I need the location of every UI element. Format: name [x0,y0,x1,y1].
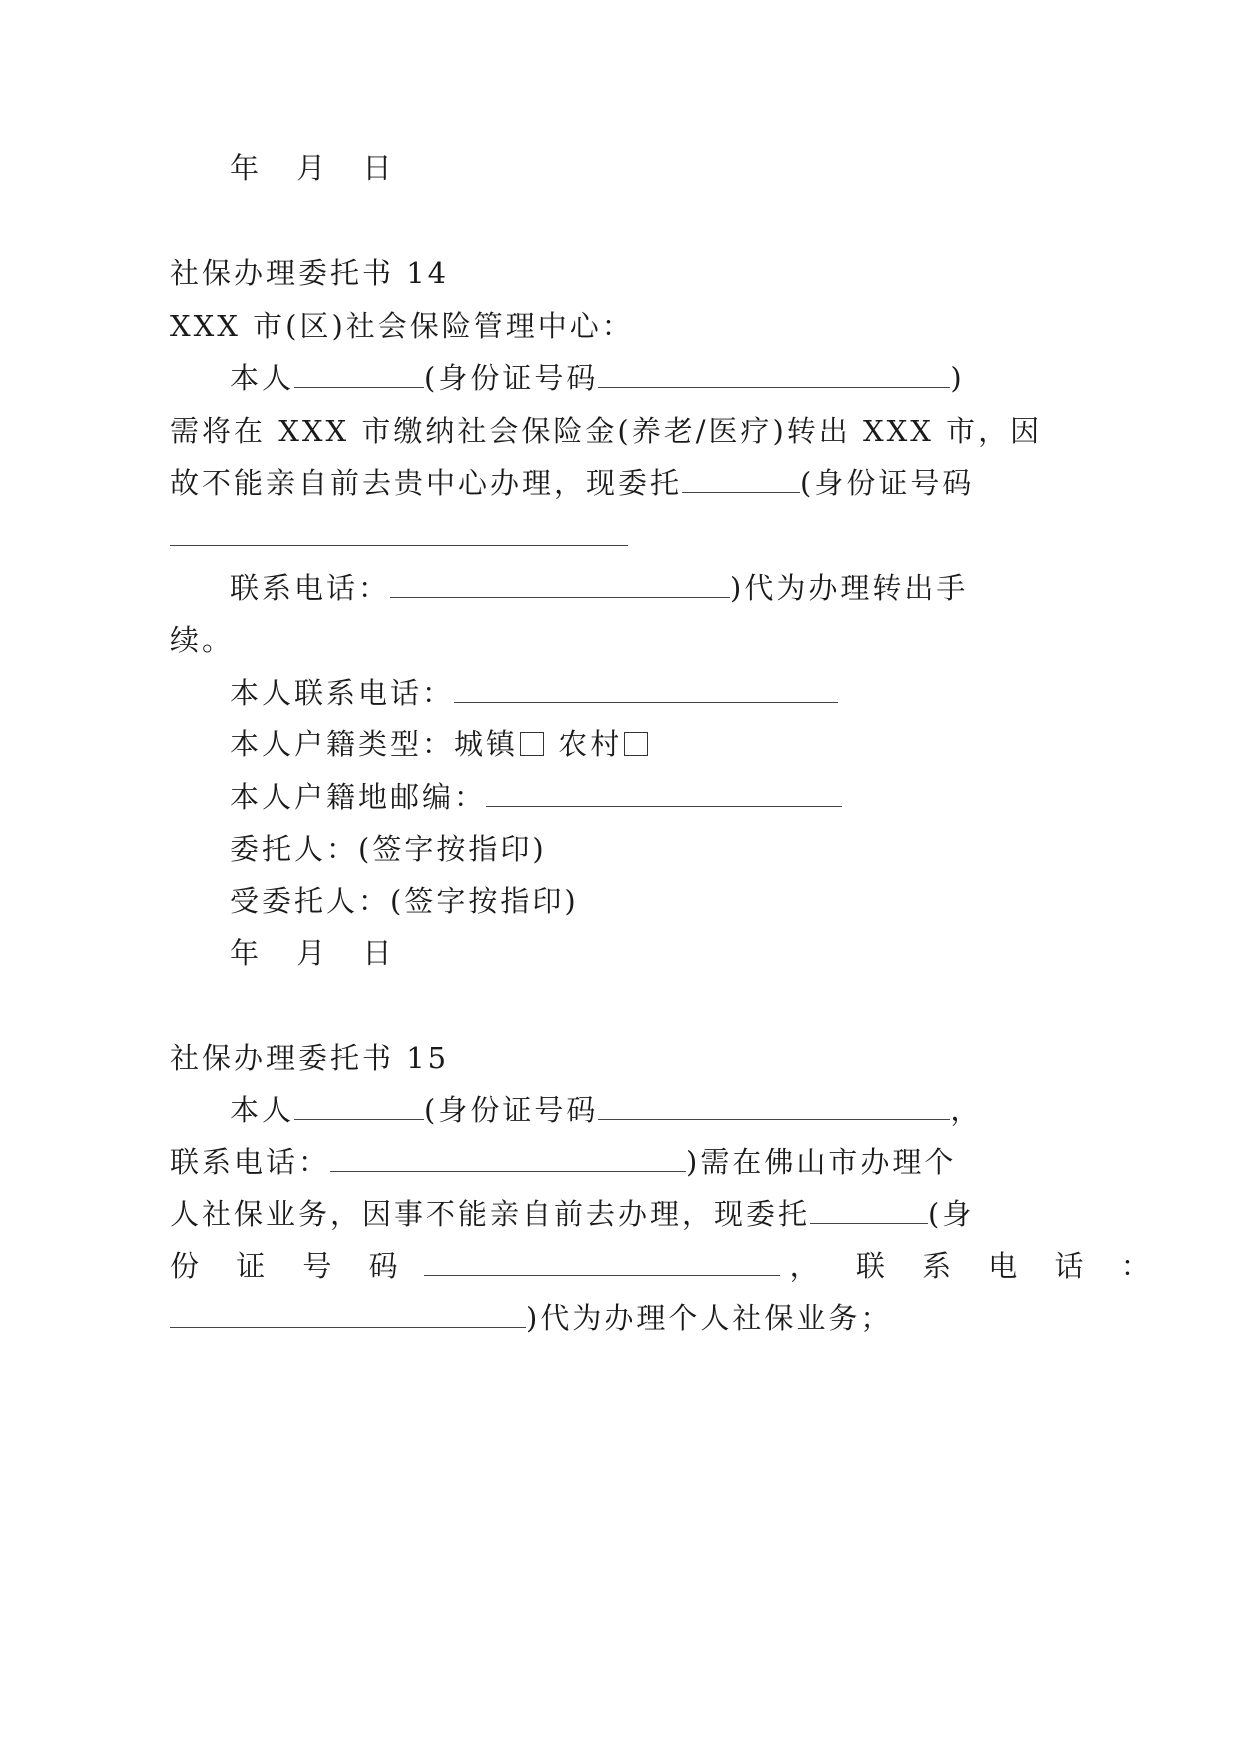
agent-id-blank [424,1251,780,1276]
id-number-blank [598,1095,950,1120]
doc14-para-line-5 [230,568,968,608]
text-segment: )需在佛山市办理个 [686,1145,957,1179]
text-segment: 份 证 号 码 [170,1249,412,1283]
doc14-addressee: XXX 市(区)社会保险管理中心： [170,309,634,343]
agent-phone-blank [390,573,730,598]
doc15-para-line-4 [170,1246,1164,1286]
text-segment: ， 联 系 电 话 ： [789,1249,1164,1283]
name-blank [294,363,424,388]
text-segment: 故不能亲自前去贵中心办理，现委托 [170,466,683,500]
month-label: 月 [296,151,329,185]
doc15-para-line-2 [170,1142,956,1182]
agent-id-blank [170,521,628,546]
date-line-top [230,148,416,188]
doc14-para-line-3 [170,463,974,503]
rural-label: 农村 [558,727,623,761]
text-segment: 本人联系电话： [230,676,455,710]
year-label: 年 [230,936,263,970]
text-segment: 人社保业务，因事不能亲自前去办理，现委托 [170,1197,811,1231]
id-number-blank [598,363,950,388]
text-segment: (身份证号码 [800,466,975,500]
text-segment: 本人户籍地邮编： [230,780,487,814]
agent-name-blank [810,1199,928,1224]
doc14-para-line-1 [230,358,965,398]
text-segment: ) [950,361,965,395]
doc14-agent-line: 受委托人：(签字按指印) [230,884,579,918]
agent-name-blank [682,468,800,493]
doc15-para-line-5 [170,1298,892,1338]
doc14-title: 社保办理委托书 14 [170,256,450,290]
doc15-title: 社保办理委托书 15 [170,1041,450,1075]
doc14-para-line-6: 续。 [170,623,235,657]
text-segment: (身 [928,1197,975,1231]
day-label: 日 [362,936,395,970]
month-label: 月 [296,936,329,970]
doc14-principal-line: 委托人：(签字按指印) [230,832,547,866]
name-blank [294,1095,424,1120]
rural-checkbox[interactable] [624,732,648,756]
doc14-hukou-line [230,724,650,764]
doc15-para-line-1 [230,1090,982,1130]
urban-checkbox[interactable] [520,732,544,756]
doc14-phone-line [230,673,838,713]
text-segment: 本人 [230,361,295,395]
doc14-postcode-line [230,777,842,817]
date-line-doc14 [230,933,416,973]
doc14-para-line-4 [170,516,628,556]
text-segment: (身份证号码 [424,1093,599,1127]
agent-phone-blank [170,1303,526,1328]
text-segment: 联系电话： [230,571,391,605]
day-label: 日 [362,151,395,185]
text-segment: ， [950,1093,983,1127]
text-segment: )代为办理转出手 [730,571,969,605]
urban-label: 城镇 [454,727,519,761]
doc14-para-line-2: 需将在 XXX 市缴纳社会保险金(养老/医疗)转出 XXX 市，因 [170,414,1043,448]
text-segment: )代为办理个人社保业务； [526,1301,893,1335]
text-segment: 本人 [230,1093,295,1127]
text-segment: 联系电话： [170,1145,331,1179]
text-segment: (身份证号码 [424,361,599,395]
text-segment: 本人户籍类型： [230,727,455,761]
postcode-blank [486,782,842,807]
own-phone-blank [454,678,838,703]
year-label: 年 [230,151,263,185]
doc15-para-line-3 [170,1194,974,1234]
phone-blank [330,1147,686,1172]
